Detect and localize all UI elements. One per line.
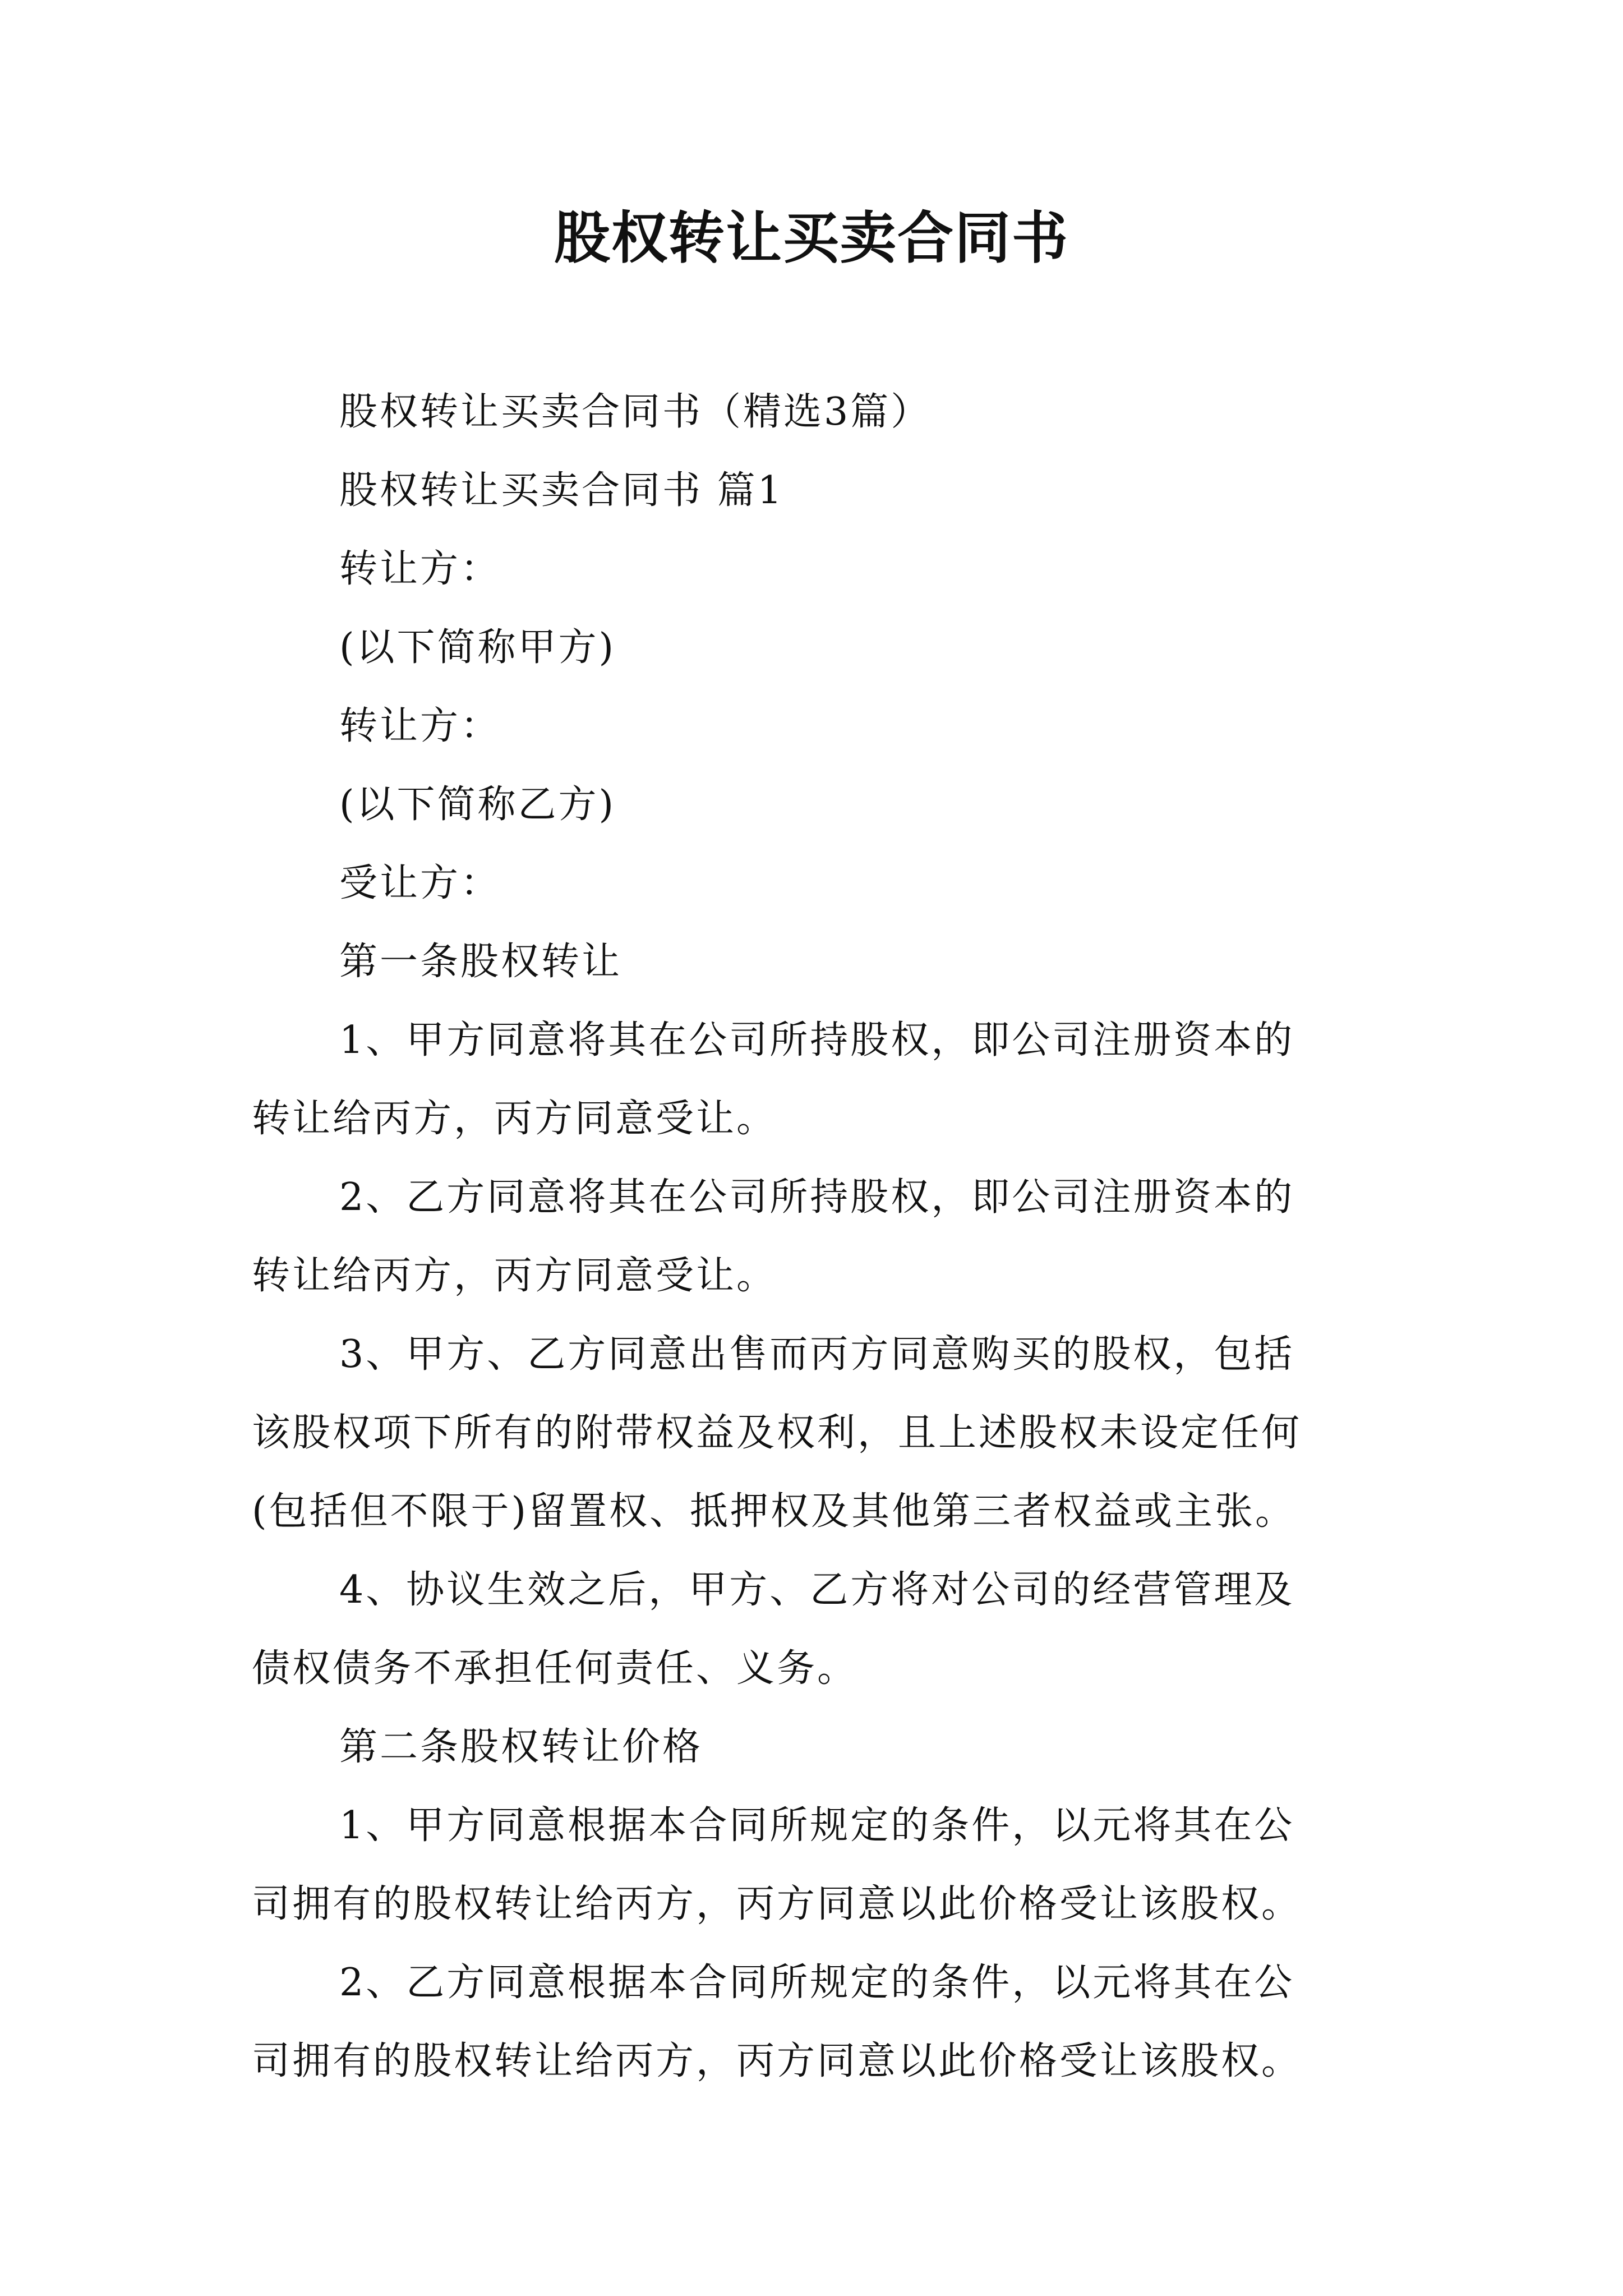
party-alias: (以下简称乙方) <box>339 783 616 827</box>
document-title: 股权转让买卖合同书 <box>554 205 1069 271</box>
subtitle-line: 股权转让买卖合同书（精选3篇） <box>339 390 932 434</box>
paragraph-line: 4、协议生效之后，甲方、乙方将对公司的经营管理及 <box>339 1568 1295 1612</box>
paragraph-line: (包括但不限于)留置权、抵押权及其他第三者权益或主张。 <box>252 1489 1296 1534</box>
paragraph-line: 转让给丙方，丙方同意受让。 <box>252 1097 777 1141</box>
section-heading: 股权转让买卖合同书 篇1 <box>339 468 784 513</box>
paragraph-line: 司拥有的股权转让给丙方，丙方同意以此价格受让该股权。 <box>252 2039 1302 2083</box>
paragraph-line: 2、乙方同意将其在公司所持股权，即公司注册资本的 <box>339 1175 1295 1220</box>
party-label: 受让方： <box>339 861 501 905</box>
paragraph-line: 该股权项下所有的附带权益及权利，且上述股权未设定任何 <box>252 1411 1302 1455</box>
party-label: 转让方： <box>339 704 501 748</box>
party-alias: (以下简称甲方) <box>339 625 616 670</box>
paragraph-line: 1、甲方同意将其在公司所持股权，即公司注册资本的 <box>339 1018 1295 1062</box>
article-heading: 第二条股权转让价格 <box>339 1725 703 1769</box>
paragraph-line: 债权债务不承担任何责任、义务。 <box>252 1646 858 1691</box>
paragraph-line: 转让给丙方，丙方同意受让。 <box>252 1254 777 1298</box>
paragraph-line: 3、甲方、乙方同意出售而丙方同意购买的股权，包括 <box>339 1332 1295 1377</box>
paragraph-line: 2、乙方同意根据本合同所规定的条件，以元将其在公 <box>339 1961 1295 2005</box>
paragraph-line: 司拥有的股权转让给丙方，丙方同意以此价格受让该股权。 <box>252 1882 1302 1926</box>
article-heading: 第一条股权转让 <box>339 940 623 984</box>
party-label: 转让方： <box>339 547 501 591</box>
paragraph-line: 1、甲方同意根据本合同所规定的条件，以元将其在公 <box>339 1803 1295 1848</box>
